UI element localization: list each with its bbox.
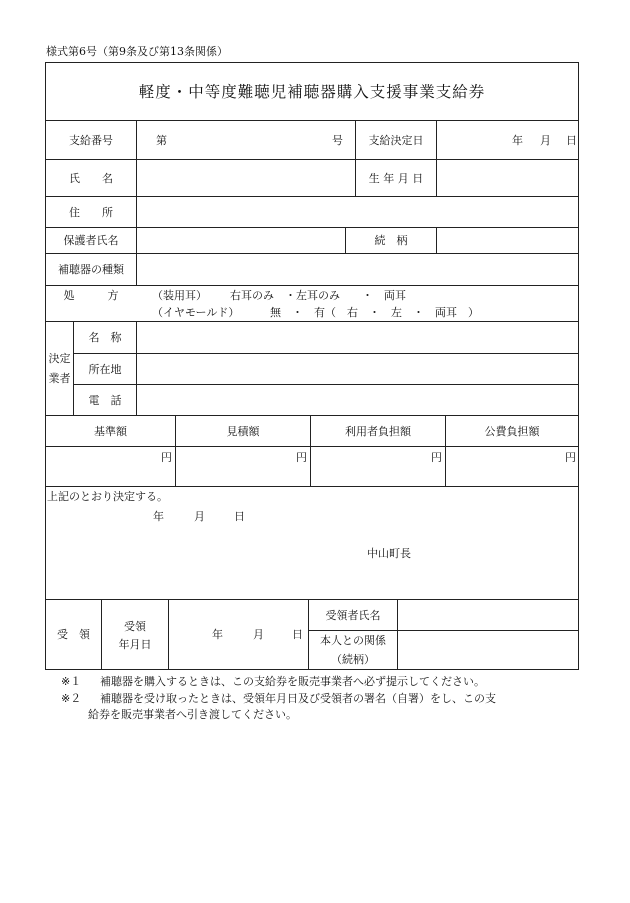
vendor-phone-label: 電 話 — [88, 393, 122, 407]
vendor-name-field[interactable] — [137, 322, 578, 352]
address-label: 住 所 — [69, 205, 113, 219]
amount-header-estimate: 見積額 — [226, 424, 260, 438]
amount-estimate-unit: 円 — [296, 451, 307, 464]
vendor-address-field[interactable] — [137, 354, 578, 383]
vendor-name-label: 名 称 — [88, 331, 122, 344]
recipient-name-field[interactable] — [398, 600, 578, 629]
amount-user-burden-unit: 円 — [431, 451, 442, 464]
amount-estimate-field[interactable] — [176, 447, 310, 485]
hearing-aid-type-field[interactable] — [137, 254, 578, 284]
vendor-phone-field[interactable] — [137, 385, 578, 414]
form-number: 様式第6号（第9条及び第13条関係） — [46, 45, 228, 58]
note-2-mark: ※２ — [61, 692, 82, 705]
hearing-aid-type-label: 補聴器の種類 — [58, 263, 124, 276]
amount-public-burden-field[interactable] — [446, 447, 578, 485]
decision-month: 月 — [194, 510, 205, 523]
supply-number-prefix: 第 — [156, 133, 167, 147]
receipt-month: 月 — [253, 628, 264, 641]
issuer-name: 中山町長 — [367, 547, 411, 560]
receipt-date-label-2: 年月日 — [118, 638, 152, 651]
note-1-text: 補聴器を購入するときは、この支給券を販売事業者へ必ず提示してください。 — [100, 675, 485, 688]
amount-public-burden-unit: 円 — [565, 451, 576, 464]
supply-number-field[interactable] — [170, 124, 328, 155]
guardian-name-label: 保護者氏名 — [63, 234, 119, 247]
document-title: 軽度・中等度難聴児補聴器購入支援事業支給券 — [138, 83, 486, 101]
receipt-date-label-1: 受領 — [124, 620, 146, 633]
receipt-year: 年 — [212, 628, 223, 641]
amount-header-user-burden: 利用者負担額 — [345, 424, 411, 438]
relation-to-person-label-1: 本人との関係 — [320, 634, 386, 647]
relation-to-person-field[interactable] — [398, 631, 578, 668]
birth-date-field[interactable] — [437, 160, 578, 195]
amount-header-public-burden: 公費負担額 — [484, 424, 540, 438]
name-label: 氏 名 — [69, 171, 113, 185]
relationship-label: 続 柄 — [374, 234, 408, 247]
frame-bottom — [45, 669, 579, 670]
note-2-text-continued: 給券を販売事業者へ引き渡してください。 — [88, 708, 297, 721]
vendor-group-label-1: 決定 — [48, 352, 71, 365]
note-2-text: 補聴器を受け取ったときは、受領年月日及び受領者の署名（自署）をし、この支 — [100, 692, 496, 705]
amount-user-burden-field[interactable] — [311, 447, 445, 485]
decision-day: 日 — [234, 510, 245, 523]
vendor-group-label-2: 業者 — [48, 372, 71, 385]
receipt-label: 受 領 — [57, 628, 90, 641]
note-1-mark: ※１ — [61, 675, 82, 688]
supply-number-label: 支給番号 — [69, 133, 113, 147]
ear-mold-options[interactable]: 無 ・ 有（ 右 ・ 左 ・ 両耳 ） — [270, 306, 479, 319]
wearing-ear-label: （装用耳） — [152, 289, 207, 302]
receipt-day: 日 — [292, 628, 303, 641]
decision-statement: 上記のとおり決定する。 — [47, 490, 168, 503]
amount-standard-field[interactable] — [46, 447, 175, 485]
address-field[interactable] — [137, 197, 578, 226]
decision-date-month: 月 — [540, 133, 551, 147]
decision-date-field[interactable] — [437, 121, 578, 158]
decision-date-day: 日 — [566, 133, 577, 147]
birth-date-label: 生 年 月 日 — [368, 171, 424, 185]
decision-year: 年 — [153, 510, 164, 523]
recipient-name-label: 受領者氏名 — [325, 608, 381, 622]
prescription-label: 処 方 — [63, 289, 119, 302]
amount-standard-unit: 円 — [161, 451, 172, 464]
name-field[interactable] — [137, 160, 355, 195]
decision-date-year: 年 — [512, 133, 523, 147]
relation-to-person-label-2: （続柄） — [331, 653, 375, 666]
guardian-name-field[interactable] — [137, 228, 345, 252]
receipt-date-field[interactable] — [169, 600, 308, 668]
amount-header-standard: 基準額 — [94, 424, 127, 438]
relationship-field[interactable] — [437, 228, 578, 252]
supply-number-suffix: 号 — [332, 133, 343, 147]
ear-mold-label: （イヤモールド） — [152, 306, 240, 319]
vendor-address-label: 所在地 — [88, 362, 122, 376]
wearing-ear-options[interactable]: 右耳のみ ・左耳のみ ・ 両耳 — [230, 289, 406, 302]
frame-right — [578, 62, 579, 669]
decision-date-label: 支給決定日 — [368, 133, 424, 147]
